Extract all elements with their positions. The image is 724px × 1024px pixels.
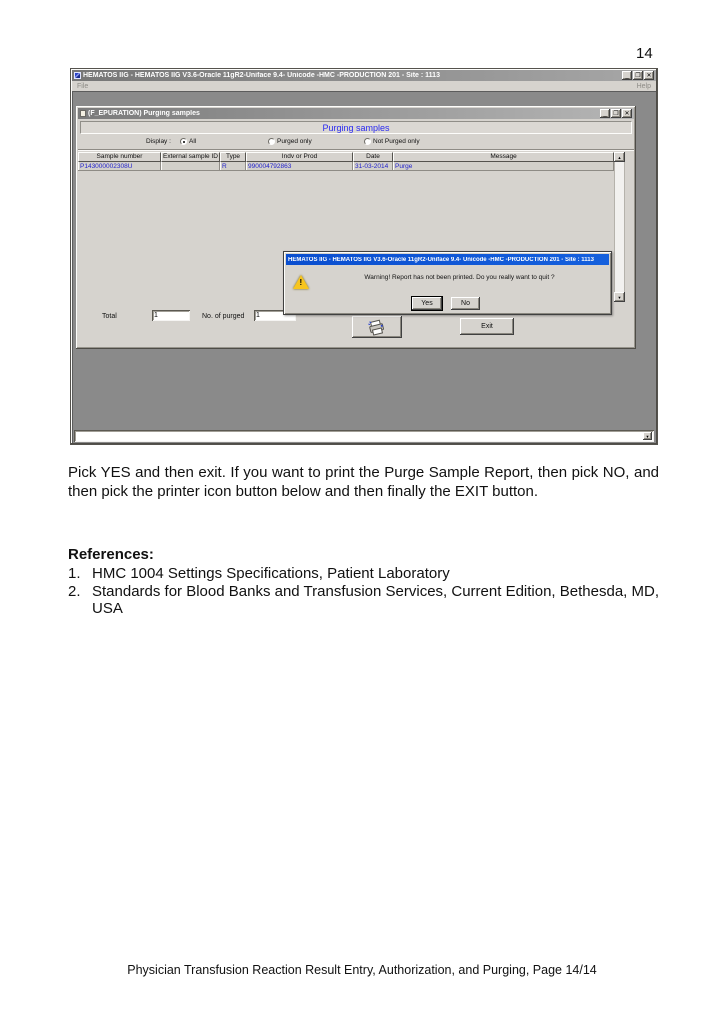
radio-not-purged-label: Not Purged only (373, 138, 420, 145)
table-header (78, 152, 614, 162)
exit-button[interactable]: Exit (460, 318, 514, 335)
instruction-paragraph: Pick YES and then exit. If you want to print the Purge Sample Report, then pick NO, and then pick the printer icon button below and then finally the EXIT button. (68, 464, 659, 500)
column-header: Date (353, 152, 393, 162)
menu-file[interactable]: File (77, 82, 89, 90)
radio-all[interactable] (180, 138, 196, 145)
warning-icon: ! (293, 275, 309, 289)
display-label: Display : (146, 138, 171, 145)
radio-purged-only[interactable] (268, 138, 312, 145)
minimize-icon[interactable]: _ (622, 71, 632, 80)
scroll-up-icon[interactable]: ▲ (614, 152, 625, 162)
total-label: Total (102, 313, 117, 320)
table-scrollbar[interactable] (614, 152, 625, 302)
radio-all-label: All (189, 138, 197, 145)
cell-indv-or-prod: 990004792863 (246, 162, 353, 170)
app-window-title: HEMATOS IIG - HEMATOS IIG V3.6-Oracle 11gR2-Uniface 9.4- Unicode -HMC -PRODUCTION 201 - Site : 1113 (83, 72, 440, 79)
yes-button[interactable]: Yes (412, 297, 442, 310)
list-item: 2. Standards for Blood Banks and Transfusion Services, Current Edition, Bethesda, MD, USA (68, 582, 659, 617)
no-button[interactable]: No (451, 297, 480, 310)
warning-dialog (283, 251, 612, 315)
dialog-message: Warning! Report has not been printed. Do you really want to quit ? (364, 274, 555, 281)
cell-type: R (220, 162, 246, 170)
maximize-icon[interactable]: ❐ (633, 71, 643, 80)
list-item: 1. HMC 1004 Settings Specifications, Patient Laboratory (68, 565, 450, 582)
total-input[interactable] (152, 310, 190, 321)
radio-circle-icon (180, 138, 187, 145)
form-title: Purging samples (80, 121, 632, 134)
menu-help[interactable]: Help (636, 82, 651, 90)
print-report-button[interactable] (352, 316, 402, 338)
radio-circle-icon (364, 138, 371, 145)
radio-not-purged-only[interactable] (364, 138, 420, 145)
cell-sample-number: P143000002308U (78, 162, 161, 170)
page-footer: Physician Transfusion Reaction Result Entry, Authorization, and Purging, Page 14/14 (127, 963, 597, 977)
display-filter-row (76, 137, 636, 147)
chevron-down-icon[interactable]: ▼ (643, 432, 652, 440)
cell-date: 31-03-2014 (353, 162, 393, 170)
radio-circle-icon (268, 138, 275, 145)
cell-external-sample-id (161, 162, 220, 170)
separator (78, 149, 634, 151)
page-number: 14 (636, 45, 653, 62)
column-header: Type (220, 152, 246, 162)
references-heading: References: (68, 546, 154, 563)
child-close-icon[interactable]: ✕ (622, 109, 632, 118)
column-header: Sample number (78, 152, 161, 162)
child-window-title: (F_EPURATION) Purging samples (88, 110, 200, 117)
app-titlebar[interactable] (72, 70, 656, 81)
samples-table (78, 152, 614, 171)
no-of-purged-label: No. of purged (202, 313, 245, 320)
scroll-down-icon[interactable]: ▼ (614, 292, 625, 302)
status-combobox[interactable] (74, 430, 654, 442)
menu-bar (72, 81, 656, 91)
dialog-titlebar[interactable] (286, 254, 609, 265)
status-field[interactable] (74, 430, 654, 442)
child-titlebar[interactable] (78, 108, 634, 119)
cell-message: Purge (393, 162, 614, 170)
column-header: External sample ID (161, 152, 220, 162)
column-header: Indv or Prod (246, 152, 353, 162)
radio-purged-label: Purged only (277, 138, 312, 145)
form-icon (80, 110, 86, 117)
table-row[interactable] (78, 162, 614, 171)
dialog-title: HEMATOS IIG - HEMATOS IIG V3.6-Oracle 11gR2-Uniface 9.4- Unicode -HMC -PRODUCTION 201 - Site : 1113 (288, 256, 594, 263)
column-header: Message (393, 152, 614, 162)
app-icon (74, 72, 81, 79)
printer-icon (366, 318, 387, 337)
child-minimize-icon[interactable]: _ (600, 109, 610, 118)
close-icon[interactable]: ✕ (644, 71, 654, 80)
references-section (68, 546, 659, 618)
child-maximize-icon[interactable]: ❐ (611, 109, 621, 118)
